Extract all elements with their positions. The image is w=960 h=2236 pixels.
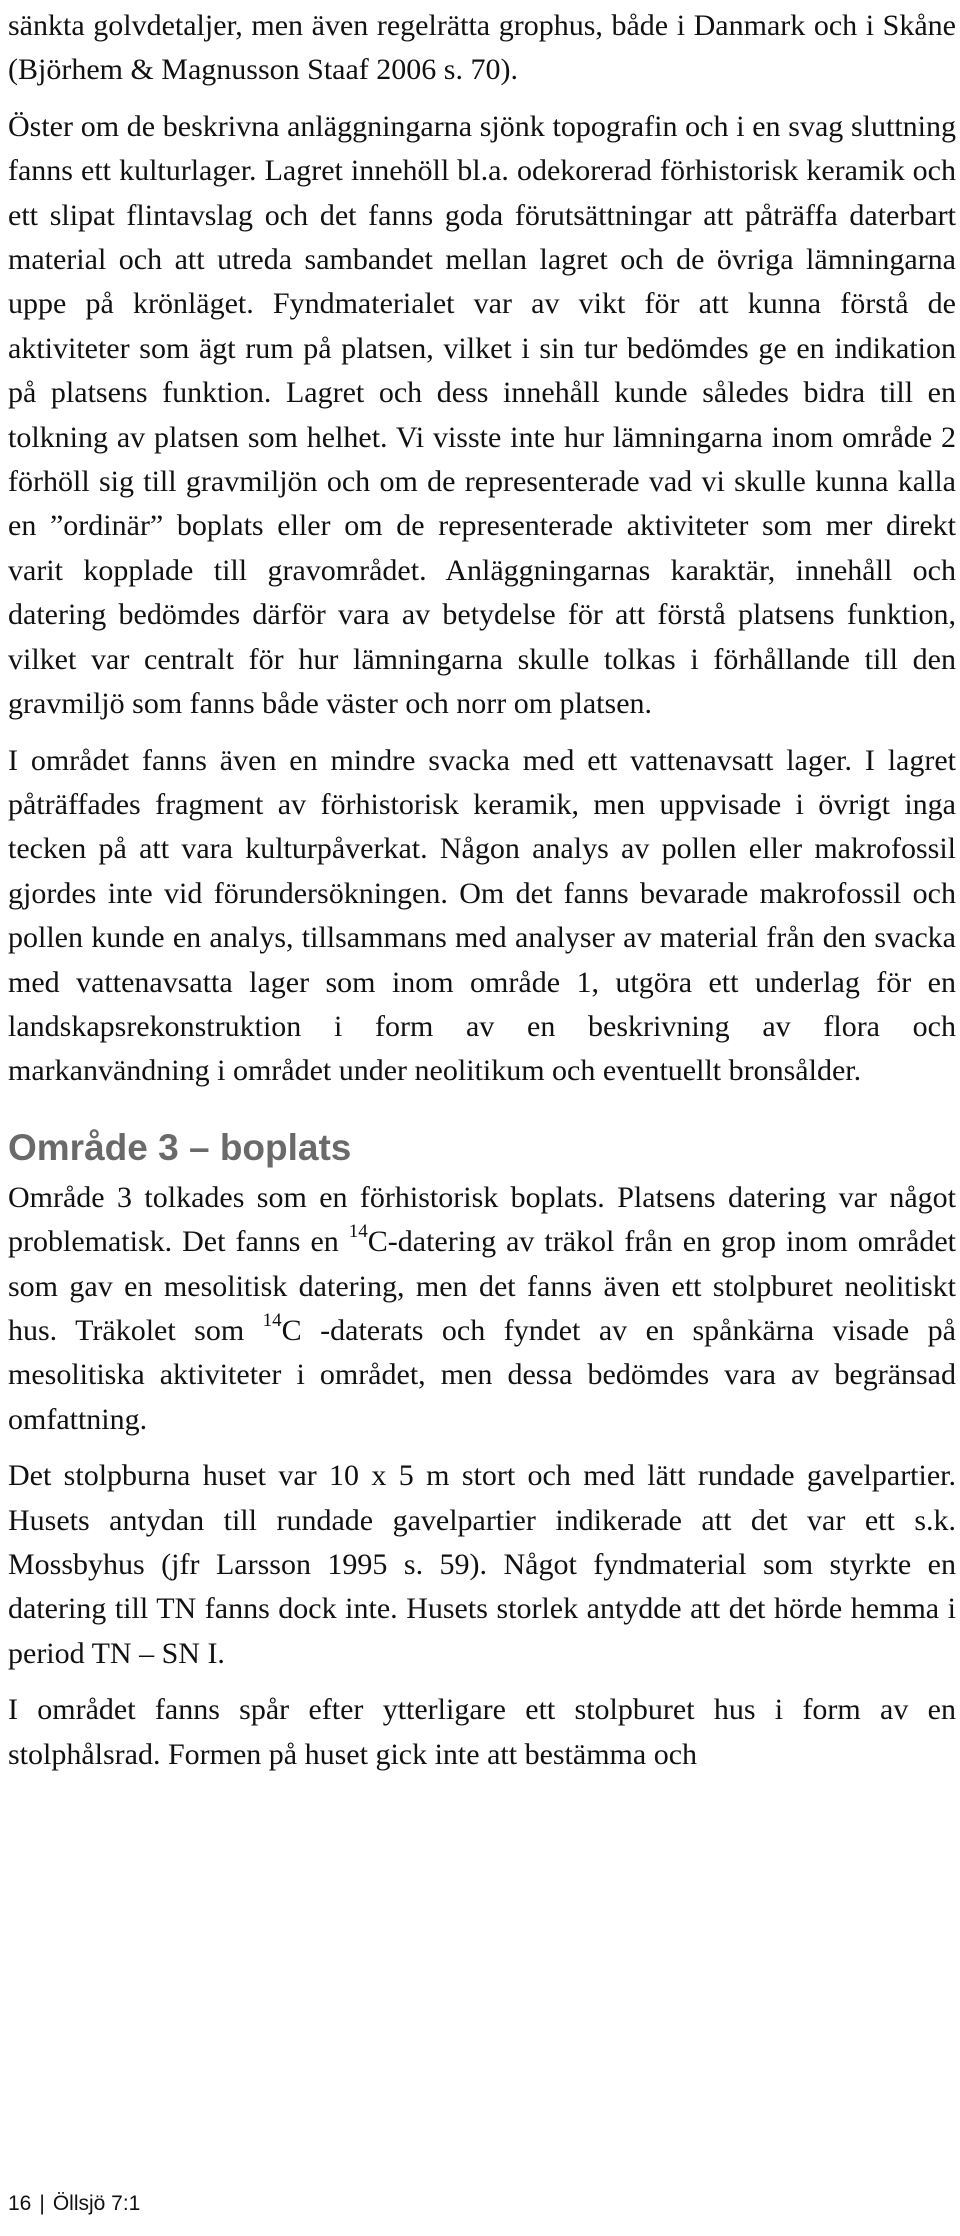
publication-title: Öllsjö 7:1 [52, 2192, 141, 2215]
paragraph-kulturlager: Öster om de beskrivna anläggningarna sjönk topografin och i en svag sluttning fanns ett kulturlager. Lagret innehöll bl.a. odekorerad förhistorisk keramik och ett slipat flintavslag och det fanns goda förutsättningar att påträffa daterbart material och att utreda sambandet mellan lagret och de övriga lämningarna uppe på krönläget. Fyndmaterialet var av vikt för att kunna förstå de aktiviteter som ägt rum på platsen, vilket i sin tur bedömdes ge en indikation på platsens funktion. Lagret och dess innehåll kunde således bidra till en tolkning av platsen som helhet. Vi visste inte hur lämningarna inom område 2 förhöll sig till gravmiljön och om de representerade vad vi skulle kunna kalla en ”ordinär” boplats eller om de representerade aktiviteter som mer direkt varit kopplade till gravområdet. Anläggningarnas karaktär, innehåll och datering bedömdes därför vara av betydelse för att förstå platsens funktion, vilket var centralt för hur lämningarna skulle tolkas i förhållande till den gravmiljö som fanns både väster och norr om platsen. [8, 109, 956, 721]
superscript-14: 14 [348, 1221, 368, 1243]
text-run: Område 3 tolkades som en förhistorisk boplats. Platsens datering var något problematisk. Det fanns en [8, 1180, 956, 1259]
page-footer [8, 2190, 140, 2218]
paragraph-svacka: I området fanns även en mindre svacka med ett vattenavsatt lager. I lagret påträffades fragment av förhistorisk keramik, men uppvisade i övrigt inga tecken på att vara kulturpåverkat. Någon analys av pollen eller makrofossil gjordes inte vid förundersökningen. Om det fanns bevarade makrofossil och pollen kunde en analys, tillsammans med analyser av material från den svacka med vattenavsatta lager som inom område 1, utgöra ett underlag för en landskapsrekonstruktion i form av en beskrivning av flora och markanvändning i området under neolitikum och eventuellt bronsålder. [8, 743, 956, 1088]
text-column [8, 4, 956, 1777]
paragraph-stolpburet-hus: Det stolpburna huset var 10 x 5 m stort och med lätt rundade gavelpartier. Husets antydan till rundade gavelpartier indikerade att det var ett s.k. Mossbyhus (jfr Larsson 1995 s. 59). Något fyndmaterial som styrkte en datering till TN fanns dock inte. Husets storlek antydde att det hörde hemma i period TN – SN I. [8, 1459, 956, 1670]
section-heading-omrade-3: Område 3 – boplats [8, 1126, 352, 1168]
superscript-14: 14 [262, 1309, 282, 1331]
paragraph-continuation: sänkta golvdetaljer, men även regelrätta grophus, både i Danmark och i Skåne (Björhem & Magnusson Staaf 2006 s. 70). [8, 9, 956, 87]
paragraph-omrade-3-intro [8, 1176, 956, 1442]
text-run: C-datering av träkol från en grop inom området som gav en mesolitisk datering, men det fanns även ett stolpburet neolitiskt hus. Träkolet som [8, 1225, 956, 1347]
footer-separator: | [39, 2192, 45, 2215]
page-number: 16 [8, 2192, 32, 2215]
text-run: C -daterats och fyndet av en spånkärna visade på mesolitiska aktiviteter i området, men dessa bedömdes vara av begränsad omfattning. [8, 1313, 956, 1436]
paragraph-stolphalsrad: I området fanns spår efter ytterligare ett stolpburet hus i form av en stolphålsrad. Formen på huset gick inte att bestämma och [8, 1693, 956, 1771]
